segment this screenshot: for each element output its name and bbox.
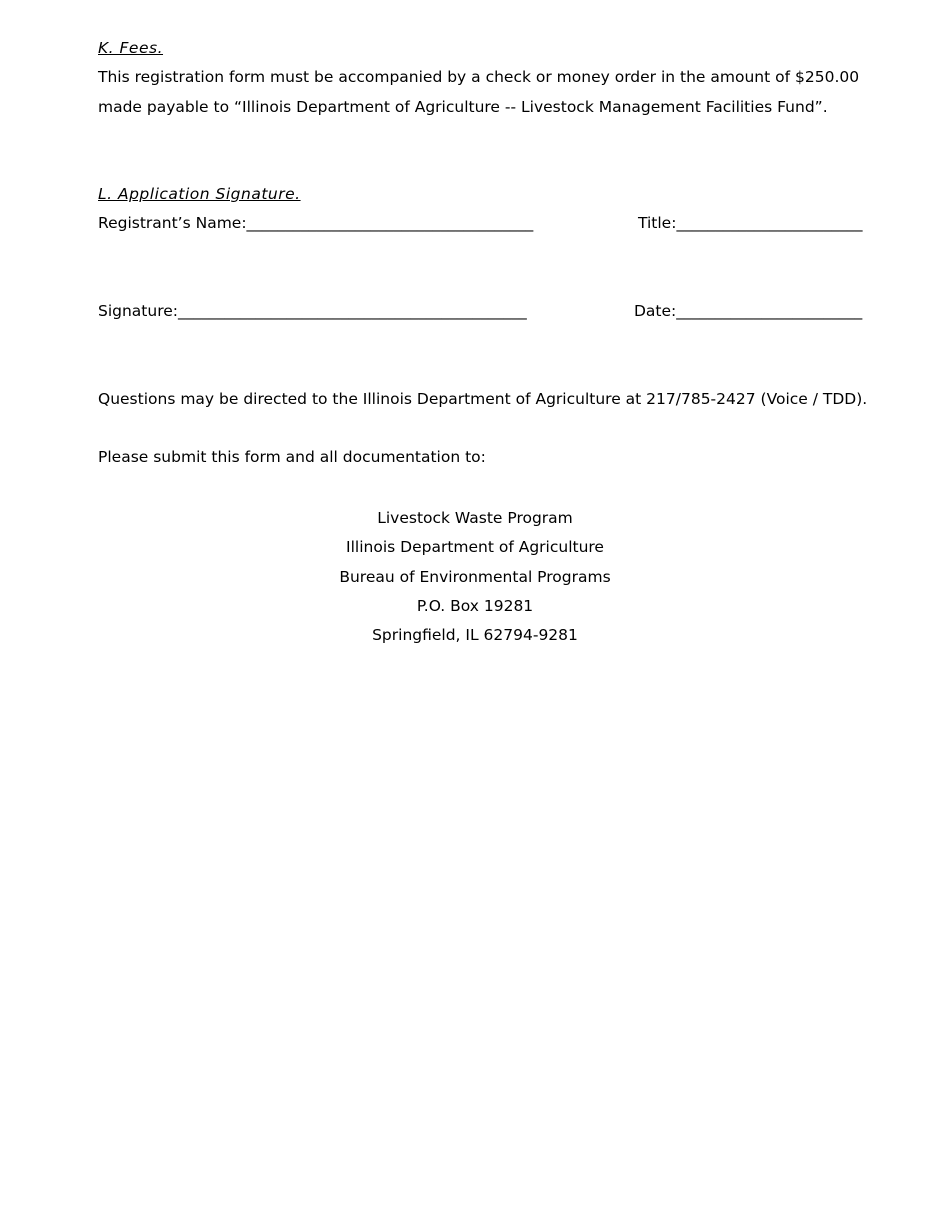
spacer — [98, 122, 898, 180]
questions-text: Questions may be directed to the Illinois Department of Agriculture at 217/785-2427 (Voice / TDD). — [98, 390, 868, 408]
submit-instructions: Please submit this form and all documentation to: — [98, 448, 486, 466]
address-line-city: Springfield, IL 62794-9281 — [372, 626, 578, 645]
spacer — [98, 414, 898, 443]
registrant-name-field[interactable]: Registrant’s Name:_____________________________________ — [98, 214, 534, 232]
address-line-po-box: P.O. Box 19281 — [416, 596, 534, 615]
document-page — [98, 34, 898, 472]
name-title-row — [98, 209, 898, 238]
section-l-title: L. Application Signature. — [98, 185, 301, 203]
spacer — [98, 326, 898, 385]
address-line-department: Illinois Department of Agriculture — [346, 538, 604, 557]
spacer — [98, 238, 898, 297]
title-field[interactable]: Title:________________________ — [638, 214, 863, 232]
date-field[interactable]: Date:________________________ — [634, 302, 863, 320]
signature-field[interactable]: Signature:_____________________________________________ — [98, 302, 527, 320]
mailing-address — [0, 504, 950, 650]
fees-paragraph: This registration form must be accompanied by a check or money order in the amount of $250.00 made payable to “Illinois Department of Agriculture -- Livestock Management Facilities Fund”. — [98, 68, 860, 116]
section-k-title: K. Fees. — [98, 39, 164, 57]
address-line-bureau: Bureau of Environmental Programs — [339, 567, 611, 586]
address-line-program: Livestock Waste Program — [377, 509, 573, 527]
signature-date-row — [98, 297, 898, 326]
